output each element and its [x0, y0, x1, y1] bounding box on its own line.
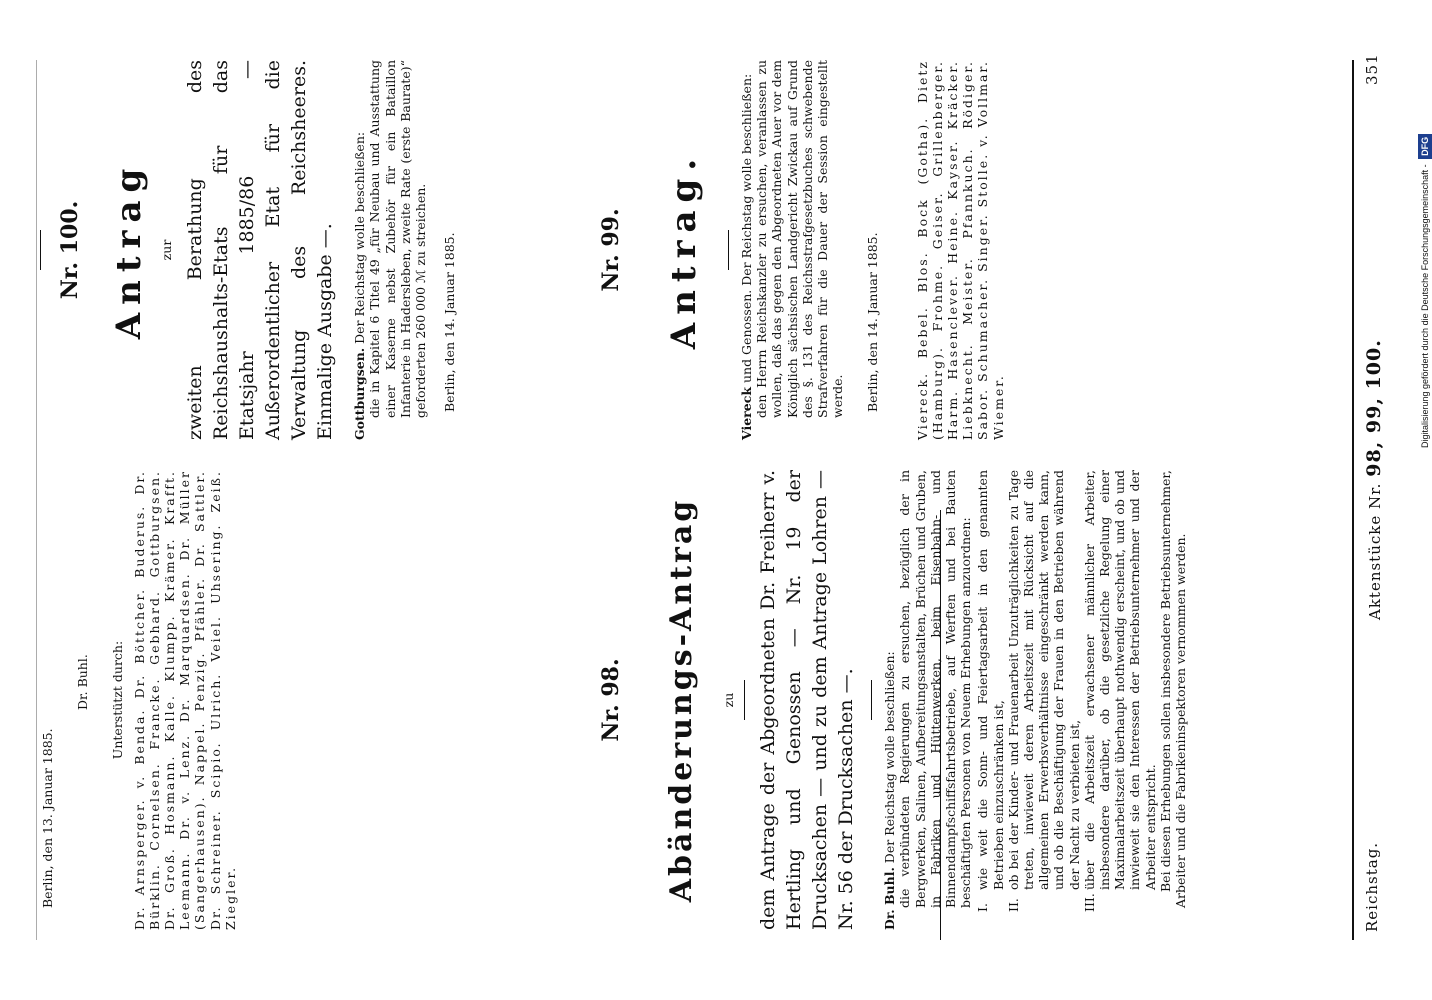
header-left: Reichstag.: [1363, 841, 1381, 932]
doc99-body: den Herrn Reichskanzler zu ersuchen, veranlassen zu wollen, daß das gegen den Abgeordneten Auer vor dem Königlich sächsischen Landgericht Zwickau auf Grund des §. 131 des Reichsstrafgesetzbuches schwebende Strafverfahren für die Dauer der Session eingestellt werde.: [754, 60, 846, 418]
page-number: 351: [1363, 53, 1381, 85]
doc99-number: Nr. 99.: [598, 208, 624, 292]
doc100-title: Antrag: [109, 160, 149, 340]
doc99-divider: [728, 230, 729, 270]
header-rule: [1352, 60, 1354, 940]
doc99-signers: Viereck. Bebel. Blos. Bock (Gotha). Dietz (Hamburg). Frohme. Geiser. Grillenberger. Harm. Hasenclever. Heine. Kayser. Kräcker. Liebknecht. Meister. Pfannkuch. Rödiger. Sabor. Schumacher. Singer. Stolle. v. Vollmar. Wiemer.: [914, 60, 1006, 440]
doc98-point-2: II. ob bei der Kinder- und Frauenarbeit Unzuträglichkeiten zu Tage treten, inwieweit deren Arbeitszeit mit Rücksicht auf die allgemeinen Erwerbsverhältnisse eingeschränkt werden kann, und ob die Beschäftigung der Frauen in den Betrieben während der Nacht zu verbieten ist,: [1005, 470, 1082, 912]
running-header: [1355, 53, 1395, 940]
doc98-point-3: III. über die Arbeitszeit erwachsener männlicher Arbeiter, insbesondere darüber, ob die gesetzliche Regelung einer Maximalarbeitszeit überhaupt nothwendig erscheint, und ob und inwieweit sie den Interessen der Betriebsunternehmer und der Arbeiter entspricht.: [1081, 470, 1158, 912]
doc98-divider: [744, 680, 745, 720]
doc100-date: Berlin, den 14. Januar 1885.: [442, 232, 458, 412]
doc98-intro: Der Reichstag wolle beschließen:: [882, 651, 898, 864]
document-98: [590, 470, 1330, 930]
doc98-support-label: Unterstützt durch:: [110, 640, 126, 760]
doc99-date: Berlin, den 14. Januar 1885.: [865, 232, 881, 412]
doc98-signature: Dr. Buhl.: [75, 654, 91, 710]
doc98-divider-2: [871, 680, 872, 720]
doc98-body: die verbündeten Regierungen zu ersuchen, bezüglich der in Bergwerken, Salinen, Aufbereitungsanstalten, Brüchen und Gruben, in Fabriken und Hüttenwerken, beim Eisenbahn- und Binnendampfschiffsfahrtsbetriebe, auf Werften und bei Bauten beschäftigten Personen von Neuem Erhebungen anzuordnen:: [897, 470, 974, 908]
document-99: [590, 60, 1330, 440]
doc100-subtitle: zweiten Berathung des Reichshaushalts-Etats für das Etatsjahr 1885/86 — Außerordentlicher Etat für die Verwaltung des Reichsheeres. Einmalige Ausgabe —.: [184, 60, 337, 440]
bottom-rule: [36, 60, 37, 940]
doc99-mover-line: Viereck und Genossen. Der Reichstag wolle beschließen:: [739, 73, 754, 440]
doc100-number: Nr. 100.: [57, 200, 83, 300]
doc100-divider-top: [40, 230, 41, 270]
doc98-closing: Bei diesen Erhebungen sollen insbesondere Betriebsunternehmer, Arbeiter und die Fabrikeninspektoren vernommen werden.: [1157, 470, 1189, 908]
doc100-intro: Der Reichstag wolle beschließen:: [352, 131, 368, 344]
header-numbers: 98, 99, 100.: [1363, 339, 1385, 477]
margin-note: [1418, 8, 1432, 448]
doc99-title: Antrag.: [664, 150, 704, 350]
doc98-zu: zu: [721, 692, 736, 708]
doc99-mover: Viereck: [739, 387, 754, 440]
doc98-number: Nr. 98.: [598, 658, 624, 742]
doc98-title: Abänderungs-Antrag: [664, 497, 699, 903]
doc98-mover: Dr. Buhl.: [882, 867, 898, 930]
doc100-mover-line: [352, 60, 367, 440]
doc98-date: Berlin, den 13. Januar 1885.: [40, 728, 55, 908]
doc100-zu: zur: [159, 239, 174, 261]
doc98-footer: [40, 470, 585, 930]
dfg-logo: DFG: [1418, 134, 1432, 159]
margin-text: Digitalisierung gefördert durch die Deutsche Forschungsgemeinschaft -: [1420, 164, 1430, 448]
doc98-point-1: I. wie weit die Sonn- und Feiertagsarbeit in den genannten Betrieben einzuschränken ist,: [975, 470, 1006, 912]
doc100-body: die in Kapitel 6 Titel 49 „für Neubau und Ausstattung einer Kaserne nebst Zubehör für ein Bataillon Infanterie in Hadersleben, zweite Rate (erste Baurate)“ geforderten 260 000 ℳ zu streichen.: [367, 60, 429, 418]
doc98-mover-line: [882, 470, 897, 930]
doc98-supporters: Dr. Arnsperger. v. Benda. Dr. Böttcher. Buderus. Dr. Bürklin. Cornelsen. Francke. Gebhard. Gottburgsen. Dr. Groß. Hosmann. Kalle. Klumpp. Krämer. Krafft. Leemann. Dr. v. Lenz. Dr. Marquardsen. Dr. Müller (Sangerhausen). Nappel. Penzig. Pfähler. Dr. Sattler. Dr. Schreiner. Scipio. Ulrich. Veiel. Uhsering. Zeiß. Ziegler.: [131, 470, 238, 930]
doc100-mover: Gottburgsen.: [352, 347, 368, 440]
document-100: [40, 60, 585, 440]
doc98-subtitle: dem Antrage der Abgeordneten Dr. Freiherr v. Hertling und Genossen — Nr. 19 der Drucksachen — und zu dem Antrage Lohren — Nr. 56 der Drucksachen —.: [757, 470, 858, 930]
header-center: Aktenstücke Nr. 98, 99, 100.: [1363, 339, 1385, 620]
doc99-intro: Der Reichstag wolle beschließen:: [739, 73, 754, 286]
